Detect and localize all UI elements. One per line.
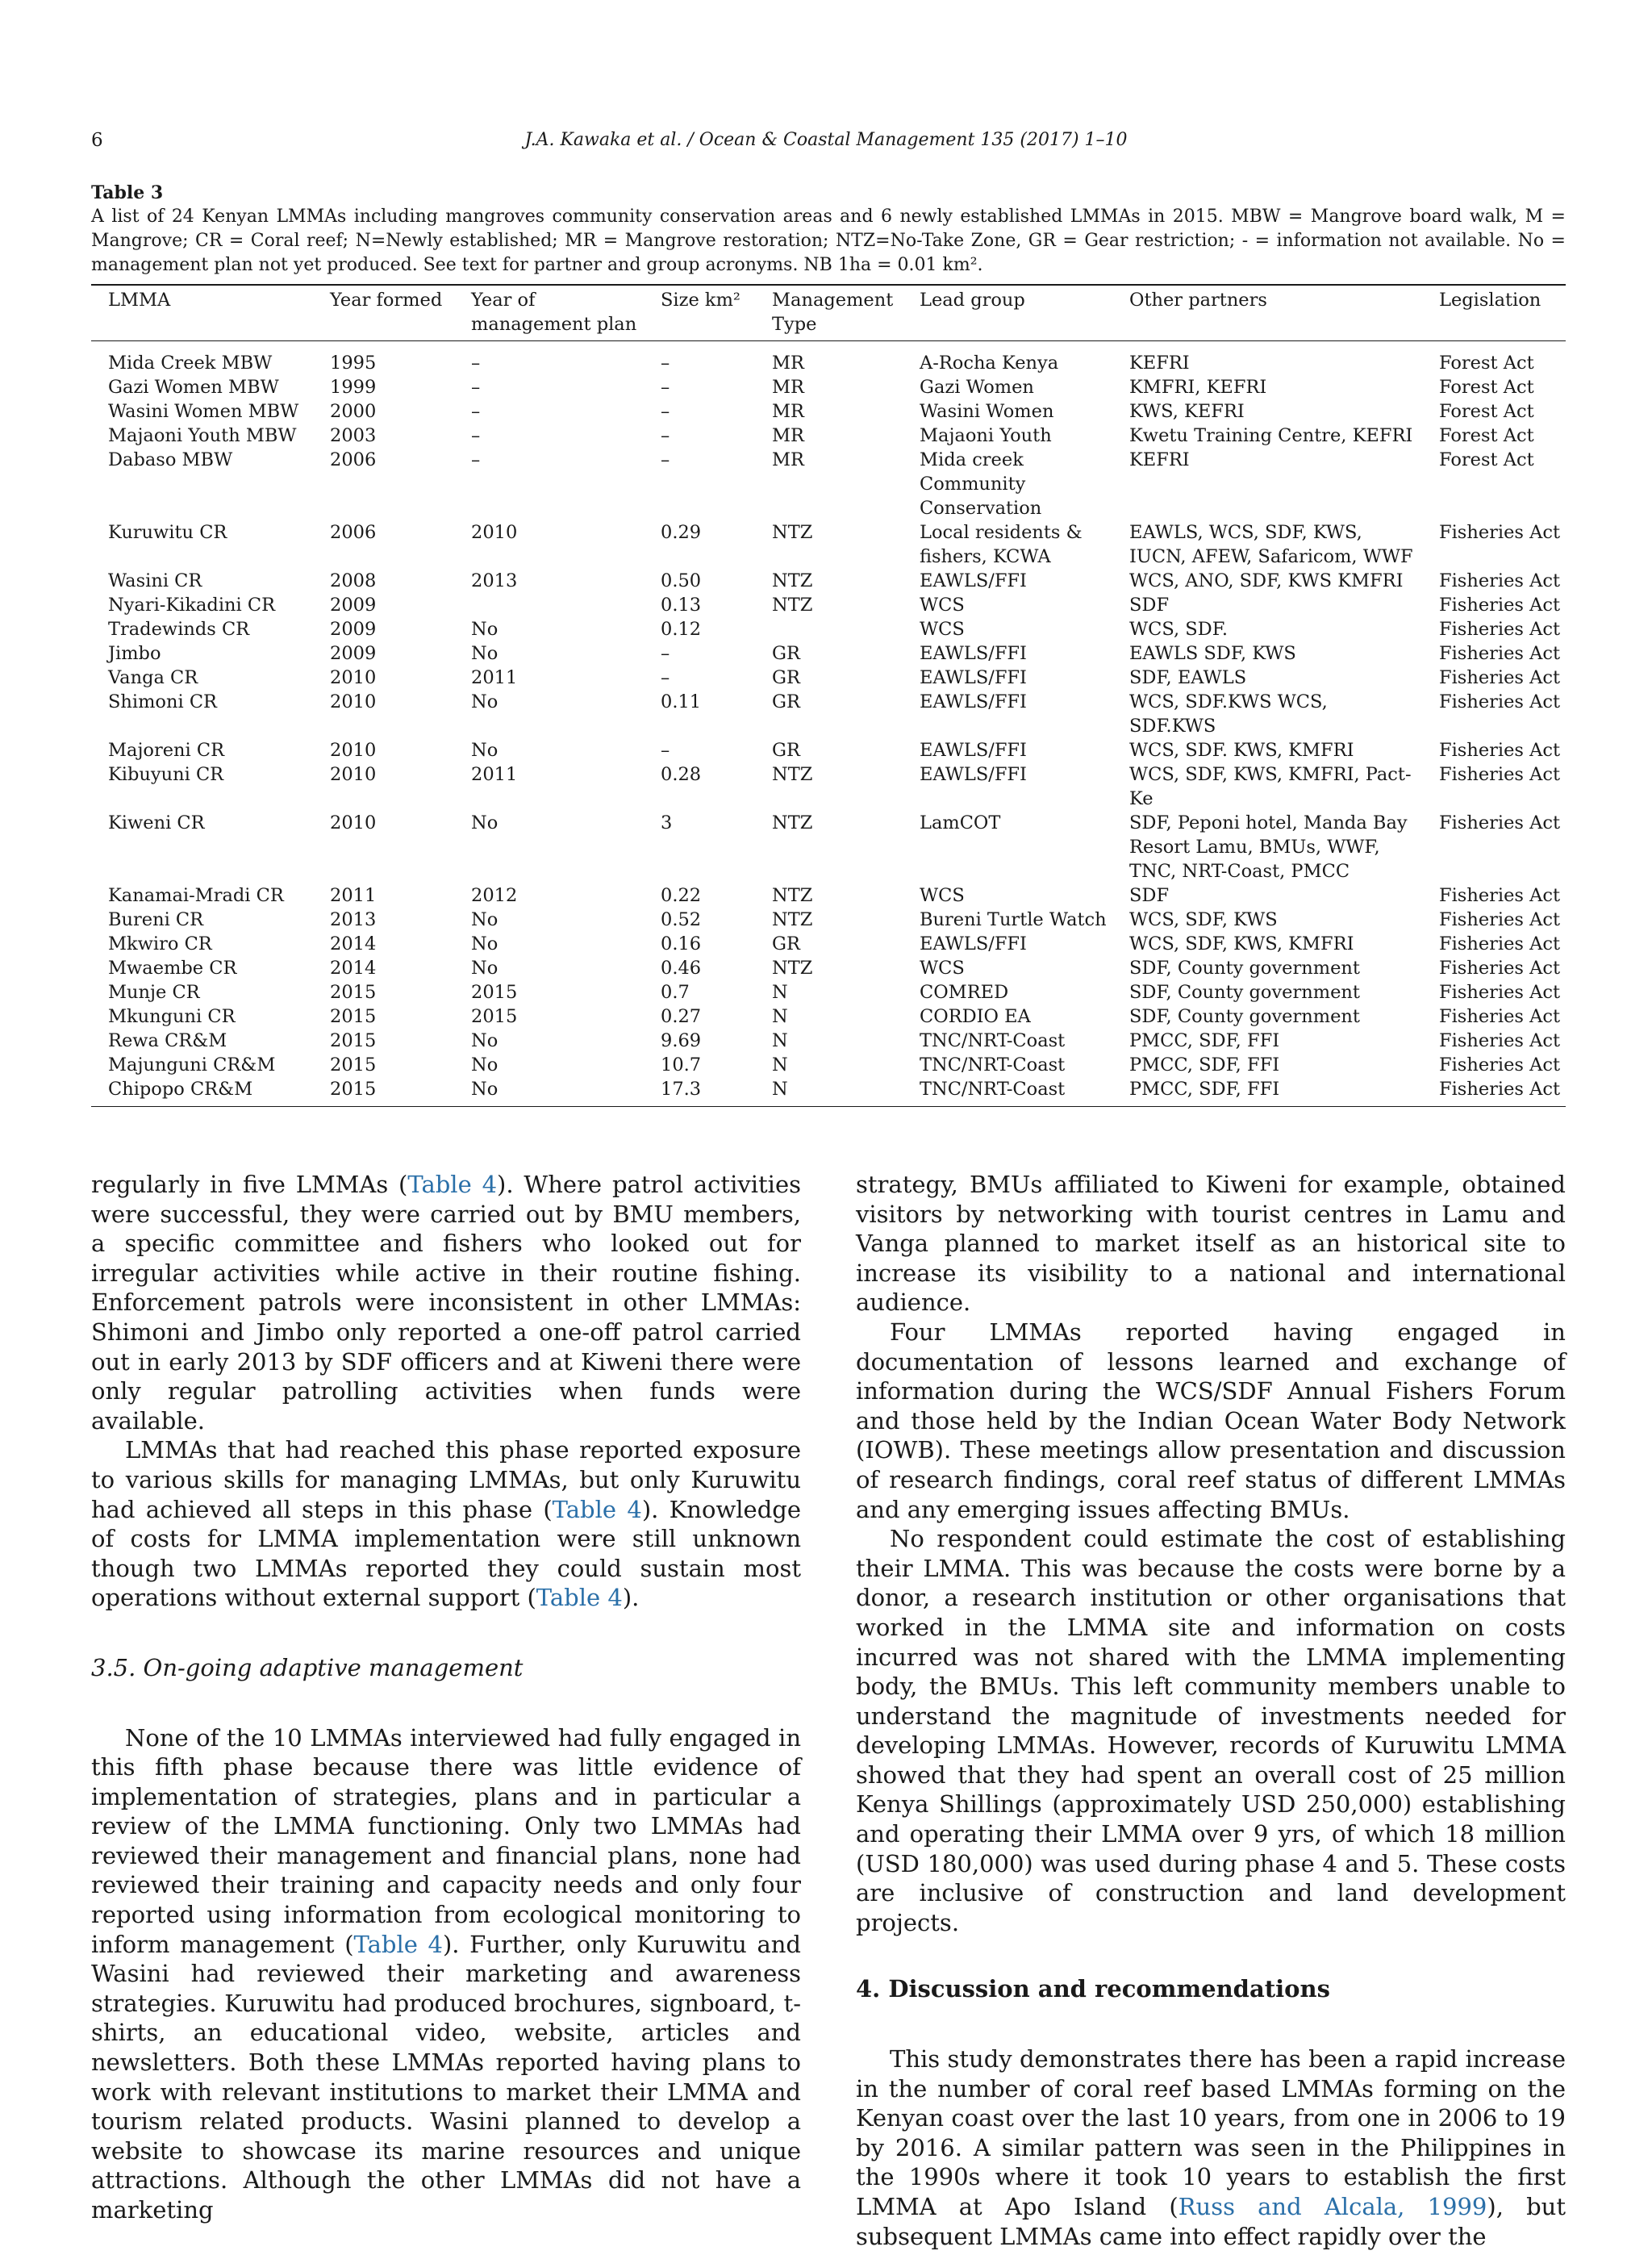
table-cell: N (772, 1079, 788, 1100)
column-header: Other partners (1129, 290, 1267, 311)
table-cell: GR (772, 691, 800, 712)
table-cell: 2010 (330, 740, 377, 761)
table-cell: 2003 (330, 425, 377, 446)
table-cell: EAWLS/FFI (920, 740, 1027, 761)
table-cell: N (772, 1006, 788, 1027)
table-cell: A-Rocha Kenya (920, 353, 1059, 374)
table-cell: 2015 (330, 1006, 377, 1027)
table-cell: No (471, 1030, 499, 1051)
table-cell: Majoreni CR (108, 740, 225, 761)
table-cell: 0.28 (661, 764, 702, 785)
table-cell: Kwetu Training Centre, KEFRI (1129, 425, 1413, 446)
table-cell: – (661, 377, 670, 398)
table-cell: 2000 (330, 401, 377, 422)
table-row (91, 980, 1566, 1004)
section-heading: 3.5. On-going adaptive management (91, 1653, 524, 1681)
table-header-row (91, 286, 1566, 341)
table-cell: Chipopo CR&M (108, 1079, 253, 1100)
table-cell: 2006 (330, 522, 377, 543)
table-cell: WCS (920, 885, 965, 906)
table-cell: Nyari-Kikadini CR (108, 595, 276, 616)
table-cell: Munje CR (108, 982, 200, 1003)
table-cell: Kiweni CR (108, 812, 205, 833)
table-cell: Fisheries Act (1439, 1055, 1561, 1075)
paragraph: No respondent could estimate the cost of establishing their LMMA. This was because the costs were borne by a donor, a research institution or other organisations that worked in the LMMA site and information on costs incurred was not shared with the LMMA implementing body, the BMUs. This left community members unable to understand the magnitude of investments needed for developing LMMAs. However, records of Kuruwitu LMMA showed that they had spent an overall cost of 25 million Kenya Shillings (approximately USD 250,000) establishing and operating their LMMA over 9 yrs, of which 18 million (USD 180,000) was used during phase 4 and 5. These costs are inclusive of construction and land development projects. (856, 1525, 1566, 1936)
table-cell: 2011 (471, 667, 518, 688)
table-cell: Fisheries Act (1439, 1030, 1561, 1051)
table-row (91, 762, 1566, 811)
table-row (91, 593, 1566, 617)
table-cell: Forest Act (1439, 449, 1534, 470)
page-number: 6 (91, 130, 103, 151)
table-cell: NTZ (772, 958, 813, 979)
table-row (91, 738, 1566, 762)
table-cell: 2010 (471, 522, 518, 543)
column-header: Management Type (772, 290, 894, 335)
table-cell: 2012 (471, 885, 518, 906)
table-cell: 1999 (330, 377, 377, 398)
table-cell: No (471, 933, 499, 954)
table-caption: A list of 24 Kenyan LMMAs including mangroves community conservation areas and 6 newly established LMMAs in 2015. MBW = Mangrove board walk, M = Mangrove; CR = Coral reef; N=Newly established; MR = Mangrove restoration; NTZ=No-Take Zone, GR = Gear restriction; - = information not available. No = management plan not yet produced. See text for partner and group acronyms. NB 1ha = 0.01 km². (91, 207, 1566, 275)
text-run: ), but subsequent LMMAs came into effect rapidly over the (856, 2193, 1566, 2250)
paragraph (91, 1723, 801, 2225)
table-4-link[interactable]: Table 4 (353, 1930, 443, 1958)
table-cell: Fisheries Act (1439, 619, 1561, 640)
table-cell: Local residents & fishers, KCWA (920, 522, 1083, 567)
table-row (91, 666, 1566, 690)
table-row (91, 641, 1566, 666)
table-cell: Mkunguni CR (108, 1006, 236, 1027)
table-cell: – (661, 353, 670, 374)
table-row (91, 341, 1566, 376)
table-cell: – (661, 643, 670, 664)
table-cell: MR (772, 449, 804, 470)
table-cell: Fisheries Act (1439, 595, 1561, 616)
table-cell: 0.50 (661, 570, 702, 591)
table-cell: SDF, County government (1129, 958, 1360, 979)
table-row (91, 932, 1566, 956)
table-cell: 0.13 (661, 595, 702, 616)
table-cell: Mida creek Community Conservation (920, 449, 1042, 519)
left-column (91, 1170, 801, 2225)
table-cell: Fisheries Act (1439, 570, 1561, 591)
table-cell: EAWLS/FFI (920, 691, 1027, 712)
text-run: This study demonstrates there has been a rapid increase in the number of coral reef based LMMAs forming on the Kenyan coast over the last 10 years, from one in 2006 to 19 by 2016. A similar pattern was seen in the Philippines in the 1990s where it took 10 years to establish the first LMMA at Apo Island ( (856, 2045, 1566, 2220)
table-cell: 0.7 (661, 982, 690, 1003)
table-cell: MR (772, 377, 804, 398)
table-cell: Fisheries Act (1439, 522, 1561, 543)
table-cell: 2015 (471, 1006, 518, 1027)
table-row (91, 399, 1566, 424)
table-cell: COMRED (920, 982, 1009, 1003)
table-row (91, 1053, 1566, 1077)
table-cell: WCS (920, 619, 965, 640)
table-cell: TNC/NRT-Coast (920, 1030, 1066, 1051)
table-cell: – (471, 353, 481, 374)
table-cell: KEFRI (1129, 449, 1190, 470)
table-cell: Bureni CR (108, 909, 204, 930)
text-run: ). Knowledge of costs for LMMA implementation were still unknown though two LMMAs reported they could sustain most operations without external support ( (91, 1495, 801, 1612)
table-cell: – (661, 667, 670, 688)
text-run: ). Further, only Kuruwitu and Wasini had reviewed their marketing and awareness strategies. Kuruwitu had produced brochures, signboard, t-shirts, an educational video, website, articles and newsletters. Both these LMMAs reported having plans to work with relevant institutions to market their LMMA and tourism related products. Wasini planned to develop a website to showcase its marine resources and unique attractions. Although the other LMMAs did not have a marketing (91, 1930, 801, 2224)
table-cell: No (471, 691, 499, 712)
table-cell: WCS (920, 958, 965, 979)
table-cell: Fisheries Act (1439, 764, 1561, 785)
table-cell: PMCC, SDF, FFI (1129, 1055, 1280, 1075)
text-run: ). Where patrol activities were successful, they were carried out by BMU members, a specific committee and fishers who looked out for irregular activities while active in their routine fishing. Enforcement patrols were inconsistent in other LMMAs: Shimoni and Jimbo only reported a one-off patrol carried out in early 2013 by SDF officers and at Kiweni there were only regular patrolling activities when funds were available. (91, 1171, 801, 1435)
table-cell: NTZ (772, 885, 813, 906)
table-cell: WCS, SDF, KWS, KMFRI (1129, 933, 1354, 954)
table-cell: Kibuyuni CR (108, 764, 224, 785)
table-4-link[interactable]: Table 4 (536, 1584, 623, 1612)
table-cell: WCS, SDF. (1129, 619, 1228, 640)
table-row (91, 908, 1566, 932)
section-heading: 4. Discussion and recommendations (856, 1975, 1330, 2003)
table-cell: PMCC, SDF, FFI (1129, 1030, 1280, 1051)
table-cell: 1995 (330, 353, 377, 374)
text-run: None of the 10 LMMAs interviewed had fully engaged in this fifth phase because there was little evidence of implementation of strategies, plans and in particular a review of the LMMA functioning. Only two LMMAs had reviewed their management and financial plans, none had reviewed their training and capacity needs and only four reported using information from ecological monitoring to inform management ( (91, 1723, 801, 1958)
table-row (91, 569, 1566, 593)
table-cell: No (471, 1055, 499, 1075)
table-cell: SDF, County government (1129, 982, 1360, 1003)
table-cell: GR (772, 667, 800, 688)
paragraph (856, 2044, 1566, 2251)
table-row (91, 424, 1566, 448)
table-cell: Mida Creek MBW (108, 353, 273, 374)
table-cell: TNC/NRT-Coast (920, 1079, 1066, 1100)
text-run: LMMAs that had reached this phase reported exposure to various skills for managing LMMAs, but only Kuruwitu had achieved all steps in this phase ( (91, 1436, 801, 1523)
table-bottom-rule (91, 1106, 1566, 1107)
table-cell: No (471, 812, 499, 833)
table-cell: Forest Act (1439, 401, 1534, 422)
table-cell: Mkwiro CR (108, 933, 212, 954)
table-row (91, 375, 1566, 399)
table-cell: Forest Act (1439, 425, 1534, 446)
table-cell: 2010 (330, 667, 377, 688)
table-cell: Fisheries Act (1439, 933, 1561, 954)
table-cell: EAWLS/FFI (920, 570, 1027, 591)
table-cell: 9.69 (661, 1030, 702, 1051)
table-cell: Shimoni CR (108, 691, 217, 712)
table-cell: 2009 (330, 595, 377, 616)
table-cell: 0.46 (661, 958, 702, 979)
table-cell: – (471, 401, 481, 422)
table-cell: N (772, 1055, 788, 1075)
table-cell: Wasini CR (108, 570, 202, 591)
table-cell: 3 (661, 812, 673, 833)
table-cell: Wasini Women (920, 401, 1054, 422)
table-cell: 2010 (330, 764, 377, 785)
table-cell: Fisheries Act (1439, 643, 1561, 664)
table-cell: SDF, County government (1129, 1006, 1360, 1027)
table-cell: LamCOT (920, 812, 1001, 833)
table-cell: Mwaembe CR (108, 958, 237, 979)
table-cell: No (471, 643, 499, 664)
table-cell: Tradewinds CR (108, 619, 250, 640)
table-cell: SDF (1129, 885, 1170, 906)
table-cell: 0.11 (661, 691, 702, 712)
table-cell: WCS, SDF, KWS (1129, 909, 1278, 930)
table-cell: MR (772, 353, 804, 374)
column-header: Lead group (920, 290, 1025, 311)
table-cell: 2015 (471, 982, 518, 1003)
table-cell: GR (772, 933, 800, 954)
table-cell: – (471, 425, 481, 446)
table-cell: 2008 (330, 570, 377, 591)
table-cell: Fisheries Act (1439, 1079, 1561, 1100)
table-cell: Wasini Women MBW (108, 401, 299, 422)
table-cell: SDF, Peponi hotel, Manda Bay Resort Lamu, BMUs, WWF, TNC, NRT-Coast, PMCC (1129, 812, 1408, 882)
table-cell: Gazi Women MBW (108, 377, 279, 398)
table-cell: SDF, EAWLS (1129, 667, 1247, 688)
table-cell: 2015 (330, 982, 377, 1003)
table-cell: N (772, 1030, 788, 1051)
table-cell: 0.22 (661, 885, 702, 906)
table-cell: – (471, 377, 481, 398)
table-cell: EAWLS, WCS, SDF, KWS, IUCN, AFEW, Safaricom, WWF (1129, 522, 1413, 567)
table-cell: KEFRI (1129, 353, 1190, 374)
table-cell: 2011 (330, 885, 377, 906)
table-cell: 0.12 (661, 619, 702, 640)
column-header: Legislation (1439, 290, 1541, 311)
table-cell: GR (772, 740, 800, 761)
table-cell: KMFRI, KEFRI (1129, 377, 1267, 398)
table-label: Table 3 (91, 182, 164, 203)
paragraph (91, 1435, 801, 1613)
table-cell: 2010 (330, 691, 377, 712)
table-cell: Fisheries Act (1439, 885, 1561, 906)
table-cell: 2009 (330, 619, 377, 640)
table-cell: Forest Act (1439, 377, 1534, 398)
table-cell: Fisheries Act (1439, 1006, 1561, 1027)
table-cell: PMCC, SDF, FFI (1129, 1079, 1280, 1100)
table-row (91, 883, 1566, 908)
table-cell: NTZ (772, 595, 813, 616)
table-cell: – (661, 425, 670, 446)
table-cell: No (471, 958, 499, 979)
table-cell: MR (772, 425, 804, 446)
table-cell: NTZ (772, 812, 813, 833)
table-cell: WCS, SDF. KWS, KMFRI (1129, 740, 1354, 761)
text-run: regularly in five LMMAs ( (91, 1171, 408, 1198)
table-cell: NTZ (772, 909, 813, 930)
citation-link[interactable]: Russ and Alcala, 1999 (1178, 2193, 1487, 2220)
table-cell: WCS, SDF, KWS, KMFRI, Pact-Ke (1129, 764, 1412, 809)
table-cell: 2011 (471, 764, 518, 785)
table-cell: 10.7 (661, 1055, 702, 1075)
table-row (91, 617, 1566, 641)
table-cell: EAWLS/FFI (920, 667, 1027, 688)
text-run: ). (622, 1584, 640, 1612)
table-cell: 0.16 (661, 933, 702, 954)
table-body (91, 341, 1566, 1107)
table-cell: MR (772, 401, 804, 422)
table-cell: TNC/NRT-Coast (920, 1055, 1066, 1075)
table-cell: Kanamai-Mradi CR (108, 885, 284, 906)
table-cell: 2014 (330, 933, 377, 954)
table-cell: GR (772, 643, 800, 664)
table-cell: NTZ (772, 570, 813, 591)
table-cell: 0.29 (661, 522, 702, 543)
table-cell: Majunguni CR&M (108, 1055, 276, 1075)
table-cell: EAWLS/FFI (920, 764, 1027, 785)
table-4-link[interactable]: Table 4 (407, 1171, 498, 1198)
table-cell: Majaoni Youth (920, 425, 1052, 446)
table-cell: WCS (920, 595, 965, 616)
table-cell: Rewa CR&M (108, 1030, 227, 1051)
table-cell: – (661, 401, 670, 422)
table-cell: – (471, 449, 481, 470)
table-cell: Kuruwitu CR (108, 522, 227, 543)
table-cell: Fisheries Act (1439, 667, 1561, 688)
table-row (91, 690, 1566, 738)
table-cell: 17.3 (661, 1079, 702, 1100)
column-header: Year formed (330, 290, 443, 311)
table-cell: EAWLS SDF, KWS (1129, 643, 1296, 664)
table-cell: No (471, 740, 499, 761)
table-4-link[interactable]: Table 4 (552, 1495, 642, 1523)
table-cell: 2015 (330, 1055, 377, 1075)
table-cell: 2013 (330, 909, 377, 930)
table-cell: Fisheries Act (1439, 982, 1561, 1003)
table-cell: 2006 (330, 449, 377, 470)
table-cell: Fisheries Act (1439, 909, 1561, 930)
table-cell: Fisheries Act (1439, 958, 1561, 979)
table-cell: NTZ (772, 764, 813, 785)
table-cell: 2010 (330, 812, 377, 833)
table-cell: – (661, 740, 670, 761)
table-cell: Fisheries Act (1439, 740, 1561, 761)
table-cell (755, 617, 903, 641)
table-row (91, 1077, 1566, 1106)
table-cell: – (661, 449, 670, 470)
table-row (91, 1029, 1566, 1053)
table-cell: 0.27 (661, 1006, 702, 1027)
table-cell: Gazi Women (920, 377, 1034, 398)
table-cell: EAWLS/FFI (920, 643, 1027, 664)
table-cell: Bureni Turtle Watch (920, 909, 1107, 930)
table-cell: Forest Act (1439, 353, 1534, 374)
table-cell (454, 593, 644, 617)
table-cell: No (471, 619, 499, 640)
paragraph: Four LMMAs reported having engaged in documentation of lessons learned and exchange of information during the WCS/SDF Annual Fishers Forum and those held by the Indian Ocean Water Body Network (IOWB). These meetings allow presentation and discussion of research findings, coral reef status of different LMMAs and any emerging issues affecting BMUs. (856, 1318, 1566, 1523)
paragraph (91, 1170, 801, 1435)
paragraph: strategy, BMUs affiliated to Kiweni for example, obtained visitors by networking with tourist centres in Lamu and Vanga planned to market itself as an historical site to increase its visibility to a national and international audience. (856, 1171, 1566, 1317)
table-cell: Fisheries Act (1439, 812, 1561, 833)
table-cell: 2015 (330, 1030, 377, 1051)
table-cell: Dabaso MBW (108, 449, 233, 470)
right-column (856, 1170, 1566, 2251)
table-cell: 0.52 (661, 909, 702, 930)
table-row (91, 448, 1566, 520)
table-cell: Majaoni Youth MBW (108, 425, 297, 446)
table-cell: SDF (1129, 595, 1170, 616)
table-row (91, 1004, 1566, 1029)
table-cell: Fisheries Act (1439, 691, 1561, 712)
table-cell: No (471, 909, 499, 930)
table-cell: KWS, KEFRI (1129, 401, 1245, 422)
table-cell: Jimbo (108, 643, 161, 664)
table-cell: EAWLS/FFI (920, 933, 1027, 954)
table-row (91, 956, 1566, 980)
table-cell: No (471, 1079, 499, 1100)
table-cell: Vanga CR (108, 667, 198, 688)
table-cell: N (772, 982, 788, 1003)
table-3 (91, 181, 1566, 1107)
lmma-table (91, 286, 1566, 1106)
table-row (91, 811, 1566, 883)
table-cell: CORDIO EA (920, 1006, 1031, 1027)
column-header: LMMA (108, 290, 171, 311)
table-cell: WCS, SDF.KWS WCS, SDF.KWS (1129, 691, 1328, 737)
running-title: J.A. Kawaka et al. / Ocean & Coastal Management 135 (2017) 1–10 (524, 130, 1128, 150)
table-cell: NTZ (772, 522, 813, 543)
column-header: Size km² (661, 290, 740, 311)
table-cell: 2009 (330, 643, 377, 664)
column-header: Year of management plan (471, 290, 637, 335)
table-cell: 2014 (330, 958, 377, 979)
table-row (91, 520, 1566, 569)
table-cell: 2015 (330, 1079, 377, 1100)
table-cell: WCS, ANO, SDF, KWS KMFRI (1129, 570, 1404, 591)
table-cell: 2013 (471, 570, 518, 591)
